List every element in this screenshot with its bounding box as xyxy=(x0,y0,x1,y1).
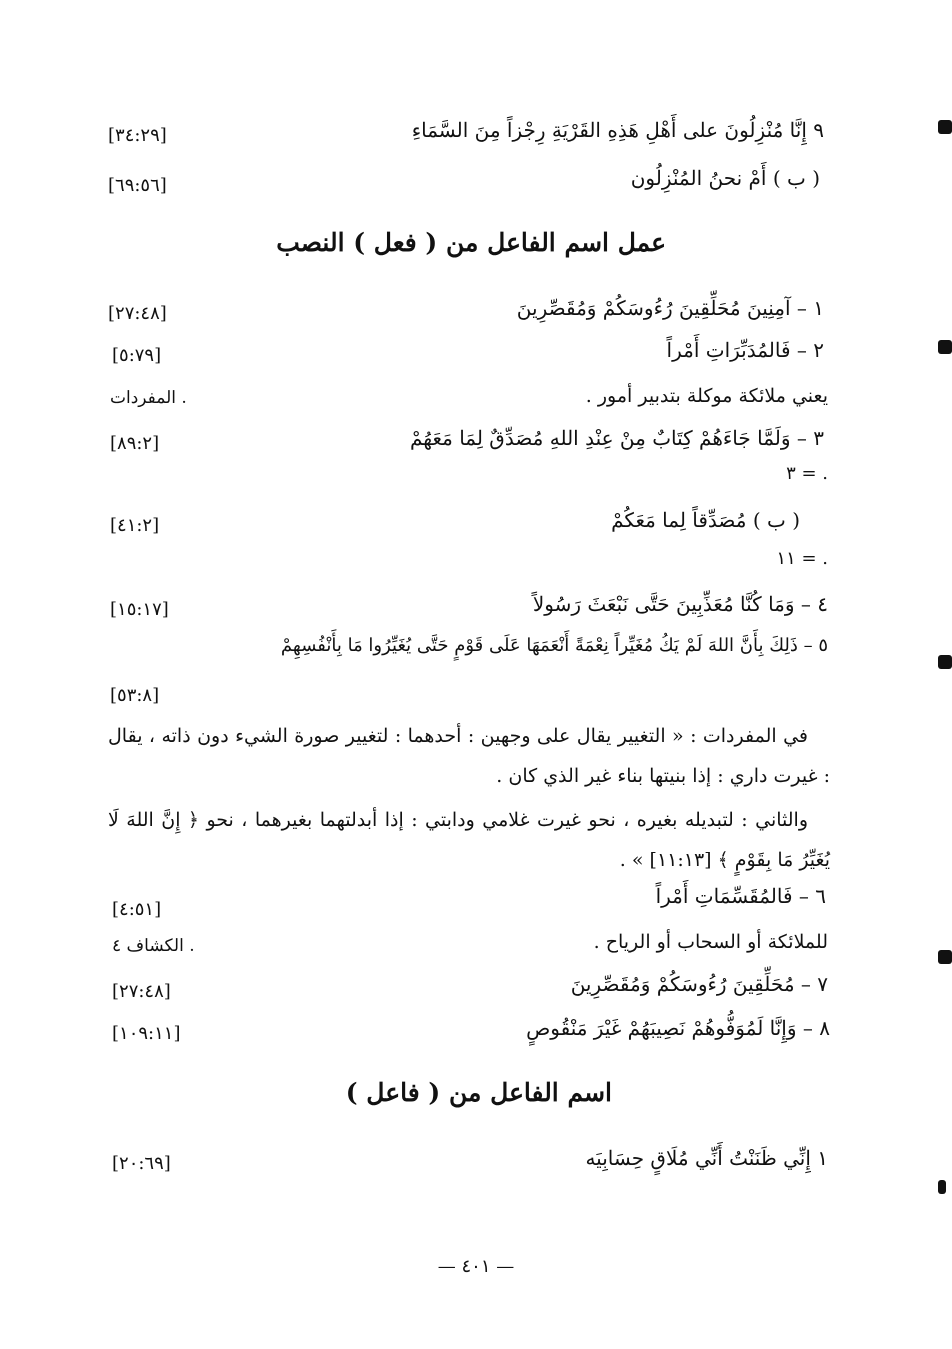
verse-line: ٨ – وَإِنَّا لَمُوَفُّوهُمْ نَصِيبَهُمْ غَيْرَ مَنْقُوصٍ xyxy=(526,1016,830,1040)
verse-line: ٧ – مُحَلِّقِينَ رُءُوسَكُمْ وَمُقَصِّرِينَ xyxy=(570,972,828,996)
margin-mark xyxy=(938,1180,946,1194)
verse-reference: [١٠٩:١١] xyxy=(112,1023,181,1044)
verse-line: ٥ – ذَلِكَ بِأَنَّ اللهَ لَمْ يَكُ مُغَيِّراً نِعْمَةً أَنْعَمَهَا عَلَى قَوْمٍ حَتَّى يُغَيِّرُوا مَا بِأَنْفُسِهِمْ xyxy=(280,635,828,656)
verse-reference: [٥:٧٩] xyxy=(112,345,162,366)
verse-reference: [٢٧:٤٨] xyxy=(108,303,167,324)
verse-reference: [١٥:١٧] xyxy=(110,599,169,620)
cross-reference-line: ١١ = . xyxy=(776,548,828,569)
verse-line: ( ب ) أَمْ نحنُ المُنْزِلُون xyxy=(630,166,820,190)
verse-line: ٣ – وَلَمَّا جَاءَهُمْ كِتَابٌ مِنْ عِنْدِ اللهِ مُصَدِّقٌ لِمَا مَعَهُمْ xyxy=(409,426,824,450)
section-heading: عمل اسم الفاعل من ( فعل ) النصب xyxy=(276,228,666,257)
margin-mark xyxy=(938,655,952,669)
verse-line: ( ب ) مُصَدِّقاً لِما مَعَكُمْ xyxy=(611,508,800,532)
source-reference: المفردات . xyxy=(110,388,187,408)
verse-line: ٩ إِنَّا مُنْزِلُونَ على أَهْلِ هَذِهِ القَرْيَةِ رِجْزاً مِنَ السَّمَاءِ xyxy=(411,118,824,142)
verse-line: ١ إِنِّي ظَنَنْتُ أَنِّي مُلَاقٍ حِسَابِيَه xyxy=(585,1146,828,1170)
verse-reference: [٥٣:٨] xyxy=(110,685,160,706)
page-number: — ٤٠١ — xyxy=(437,1256,515,1277)
source-reference: الكشاف ٤ . xyxy=(112,936,195,956)
margin-mark xyxy=(938,120,952,134)
note-line: يعني ملائكة موكلة بتدبير أمور . xyxy=(585,385,828,407)
verse-reference: [٢٧:٤٨] xyxy=(112,981,171,1002)
verse-reference: [٣٤:٢٩] xyxy=(108,125,167,146)
section-heading: اسم الفاعل من ( فاعل ) xyxy=(345,1078,612,1107)
verse-line: ٢ – فَالمُدَبِّرَاتِ أَمْراً xyxy=(666,338,824,362)
commentary-paragraph: والثاني : لتبديله بغيره ، نحو غيرت غلامي ودابتي : إذا أبدلتهما بغيرهما ، نحو ﴿ إِنَّ اللهَ لَا يُغَيِّرُ مَا بِقَوْمٍ ﴾ [١١:١٣] » . xyxy=(108,809,830,871)
note-line: للملائكة أو السحاب أو الرياح . xyxy=(593,931,828,953)
verse-reference: [٤:٥١] xyxy=(112,899,162,920)
verse-reference: [٨٩:٢] xyxy=(110,433,160,454)
margin-mark xyxy=(938,340,952,354)
verse-reference: [٤١:٢] xyxy=(110,515,160,536)
verse-line: ٤ – وَمَا كُنَّا مُعَذِّبِينَ حَتَّى نَبْعَثَ رَسُولاً xyxy=(532,592,828,616)
cross-reference-line: ٣ = . xyxy=(786,463,828,484)
margin-mark xyxy=(938,950,952,964)
verse-reference: [٢٠:٦٩] xyxy=(112,1153,171,1174)
verse-reference: [٦٩:٥٦] xyxy=(108,175,167,196)
verse-line: ١ – آمِنِينَ مُحَلِّقِينَ رُءُوسَكُمْ وَمُقَصِّرِينَ xyxy=(516,296,824,320)
commentary-paragraph: في المفردات : « التغيير يقال على وجهين : أحدهما : لتغيير صورة الشيء دون ذاته ، يقال : غيرت داري : إذا بنيتها بناء غير الذي كان . xyxy=(108,725,830,787)
verse-line: ٦ – فَالمُقَسِّمَاتِ أَمْراً xyxy=(655,884,826,908)
